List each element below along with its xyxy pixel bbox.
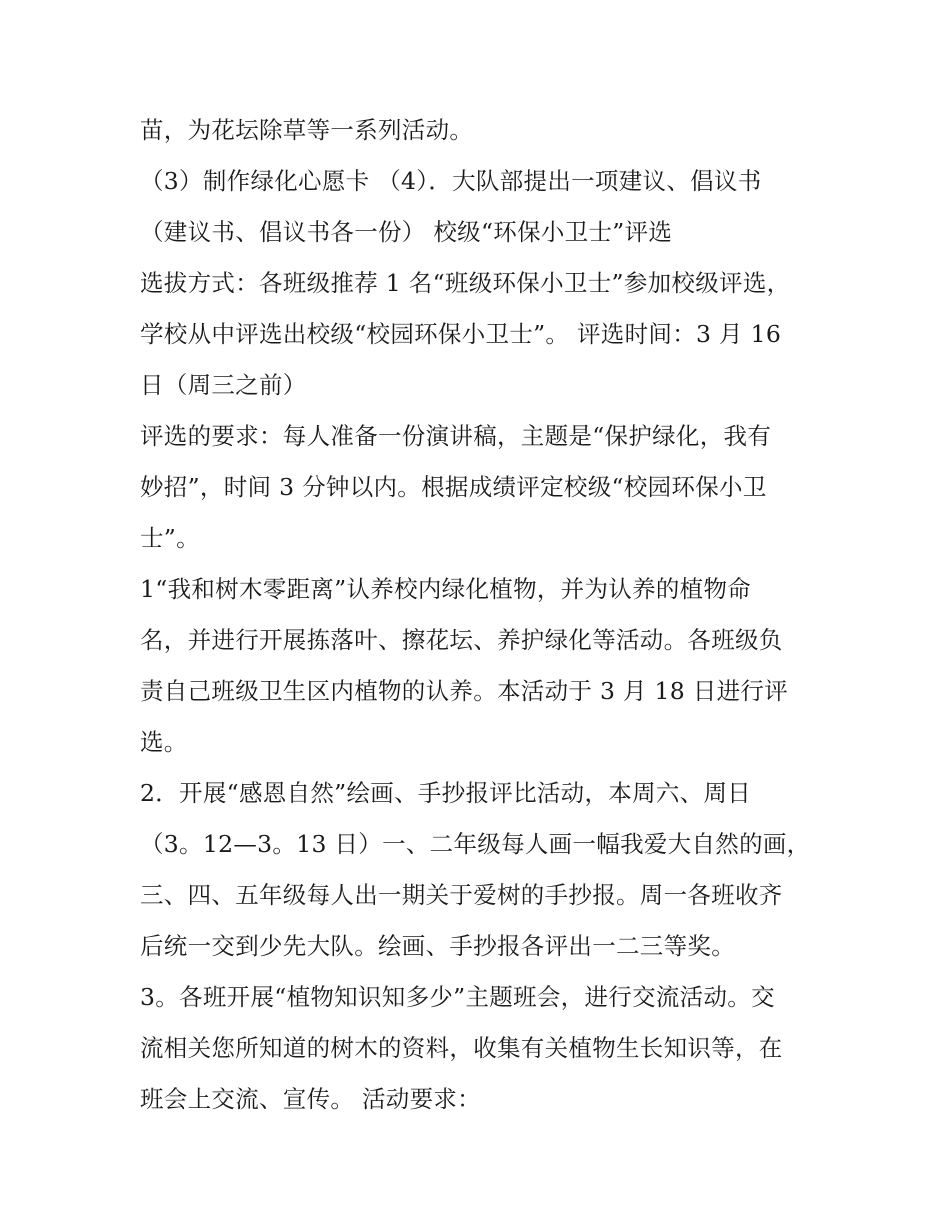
- text-line: 1“我和树木零距离”认养校内绿化植物，并为认养的植物命: [140, 575, 752, 603]
- text-line: 选拔方式：各班级推荐 1 名“班级环保小卫士”参加校级评选，: [140, 269, 791, 297]
- text-line: 日（周三之前）: [140, 371, 307, 399]
- text-line: 2．开展“感恩自然”绘画、手抄报评比活动，本周六、周日: [140, 779, 752, 807]
- text-line: 流相关您所知道的树木的资料，收集有关植物生长知识等，在: [140, 1034, 783, 1062]
- text-line: 班会上交流、宣传。 活动要求：: [140, 1085, 481, 1113]
- text-line: 名，并进行开展拣落叶、擦花坛、养护绿化等活动。各班级负: [140, 626, 783, 654]
- text-line: 责自己班级卫生区内植物的认养。本活动于 3 月 18 日进行评: [140, 677, 789, 705]
- text-line: 学校从中评选出校级“校园环保小卫士”。 评选时间：3 月 16: [140, 320, 782, 348]
- text-line: 妙招”，时间 3 分钟以内。根据成绩评定校级“校园环保小卫: [140, 473, 767, 501]
- text-line: 苗，为花坛除草等一系列活动。: [140, 116, 474, 144]
- document-body: [140, 105, 840, 1125]
- text-line: 评选的要求：每人准备一份演讲稿，主题是“保护绿化，我有: [140, 422, 772, 450]
- text-line: （3。12—3。13 日）一、二年级每人画一幅我爱大自然的画，: [140, 830, 811, 858]
- text-line: 3。各班开展“植物知识知多少”主题班会，进行交流活动。交: [140, 983, 775, 1011]
- text-line: 士”。: [140, 524, 200, 552]
- text-line: 选。: [140, 728, 188, 756]
- text-line: （建议书、倡议书各一份） 校级“环保小卫士”评选: [140, 218, 673, 246]
- text-line: 三、四、五年级每人出一期关于爱树的手抄报。周一各班收齐: [140, 881, 783, 909]
- text-line: （3）制作绿化心愿卡 （4）．大队部提出一项建议、倡议书: [140, 167, 762, 195]
- text-line: 后统一交到少先大队。绘画、手抄报各评出一二三等奖。: [140, 932, 735, 960]
